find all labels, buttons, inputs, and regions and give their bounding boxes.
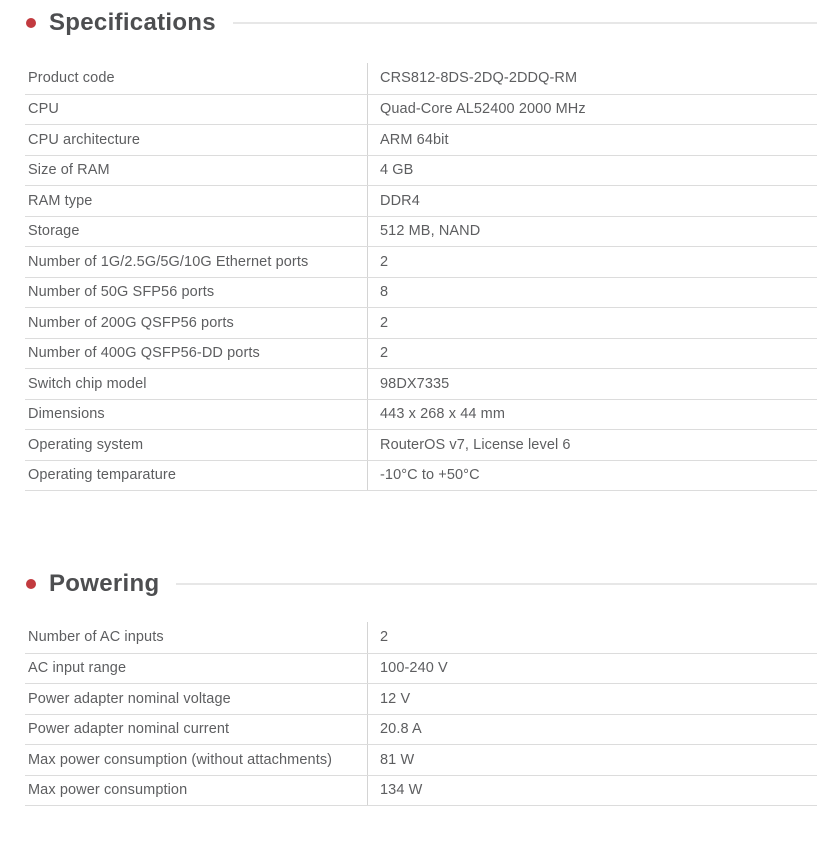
row-value: 2 bbox=[380, 345, 389, 362]
section-title: Specifications bbox=[49, 9, 216, 36]
header-rule bbox=[176, 583, 817, 585]
table-row bbox=[25, 277, 817, 308]
row-value: 81 W bbox=[380, 751, 415, 768]
table-row bbox=[25, 216, 817, 247]
table-row bbox=[25, 429, 817, 460]
row-value: 98DX7335 bbox=[380, 375, 450, 392]
table-row bbox=[25, 460, 817, 491]
row-label: CPU architecture bbox=[25, 125, 368, 155]
table-row bbox=[25, 246, 817, 277]
section-powering bbox=[0, 570, 817, 806]
row-value: RouterOS v7, License level 6 bbox=[380, 436, 571, 453]
row-value: CRS812-8DS-2DQ-2DDQ-RM bbox=[380, 70, 578, 87]
section-specifications bbox=[0, 9, 817, 491]
header-rule bbox=[233, 22, 817, 24]
table-row bbox=[25, 653, 817, 684]
table-row bbox=[25, 775, 817, 806]
specifications-header bbox=[0, 9, 817, 37]
table-row bbox=[25, 683, 817, 714]
row-label: AC input range bbox=[25, 654, 368, 684]
row-label: Operating temparature bbox=[25, 461, 368, 491]
bullet-icon bbox=[26, 18, 36, 28]
specifications-table bbox=[25, 63, 817, 491]
row-label: Operating system bbox=[25, 430, 368, 460]
table-row bbox=[25, 622, 817, 653]
row-label: Number of 400G QSFP56-DD ports bbox=[25, 339, 368, 369]
table-row bbox=[25, 63, 817, 94]
row-label: Number of AC inputs bbox=[25, 622, 368, 653]
row-label: RAM type bbox=[25, 186, 368, 216]
table-row bbox=[25, 155, 817, 186]
row-value: 20.8 A bbox=[380, 721, 422, 738]
row-label: Max power consumption (without attachments) bbox=[25, 745, 368, 775]
row-label: Size of RAM bbox=[25, 156, 368, 186]
bullet-icon bbox=[26, 579, 36, 589]
row-label: Storage bbox=[25, 217, 368, 247]
row-label: Number of 1G/2.5G/5G/10G Ethernet ports bbox=[25, 247, 368, 277]
row-label: Number of 50G SFP56 ports bbox=[25, 278, 368, 308]
row-value: ARM 64bit bbox=[380, 131, 449, 148]
row-value: 12 V bbox=[380, 690, 411, 707]
row-value: -10°C to +50°C bbox=[380, 467, 480, 484]
section-title: Powering bbox=[49, 570, 160, 597]
row-value: 4 GB bbox=[380, 162, 414, 179]
table-row bbox=[25, 124, 817, 155]
row-value: 2 bbox=[380, 314, 389, 331]
table-row bbox=[25, 714, 817, 745]
row-value: DDR4 bbox=[380, 192, 420, 209]
row-value: 443 x 268 x 44 mm bbox=[380, 406, 506, 423]
row-label: Number of 200G QSFP56 ports bbox=[25, 308, 368, 338]
row-value: 2 bbox=[380, 629, 389, 646]
table-row bbox=[25, 185, 817, 216]
row-label: Switch chip model bbox=[25, 369, 368, 399]
table-row bbox=[25, 307, 817, 338]
table-row bbox=[25, 94, 817, 125]
row-label: Dimensions bbox=[25, 400, 368, 430]
row-label: Product code bbox=[25, 63, 368, 94]
row-value: 512 MB, NAND bbox=[380, 223, 481, 240]
row-value: 8 bbox=[380, 284, 389, 301]
row-label: CPU bbox=[25, 95, 368, 125]
row-value: Quad-Core AL52400 2000 MHz bbox=[380, 101, 586, 118]
row-value: 2 bbox=[380, 253, 389, 270]
table-row bbox=[25, 744, 817, 775]
table-row bbox=[25, 338, 817, 369]
row-label: Max power consumption bbox=[25, 776, 368, 806]
powering-table bbox=[25, 622, 817, 806]
row-label: Power adapter nominal current bbox=[25, 715, 368, 745]
row-label: Power adapter nominal voltage bbox=[25, 684, 368, 714]
table-row bbox=[25, 399, 817, 430]
row-value: 134 W bbox=[380, 782, 423, 799]
powering-header bbox=[0, 570, 817, 598]
table-row bbox=[25, 368, 817, 399]
row-value: 100-240 V bbox=[380, 660, 448, 677]
